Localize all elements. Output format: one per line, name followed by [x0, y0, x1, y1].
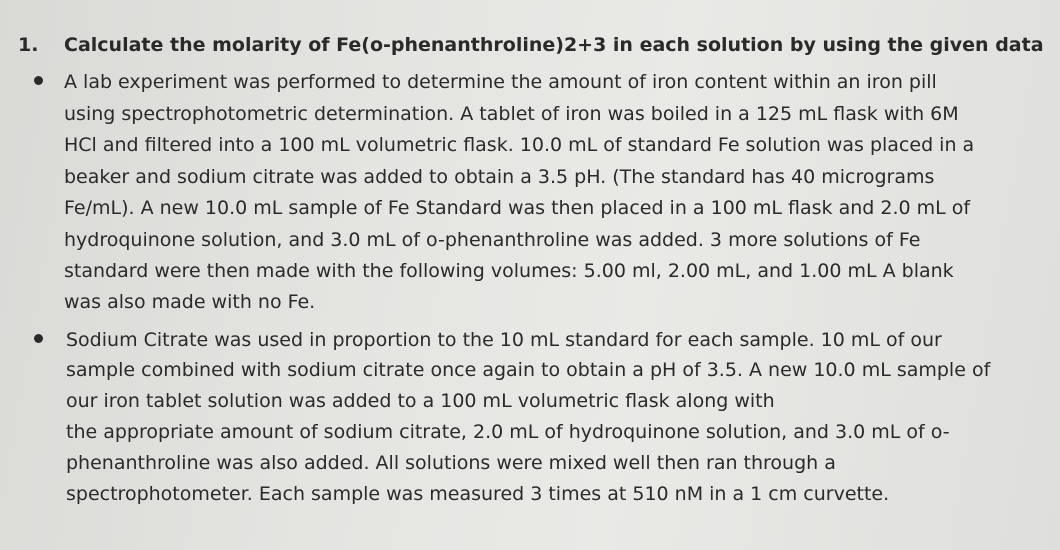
question-number: 1. [18, 34, 39, 56]
bullet-2-line-6: spectrophotometer. Each sample was measured 3 times at 510 nM in a 1 cm curvette. [66, 483, 890, 505]
bullet-marker-2 [34, 334, 43, 343]
bullet-1-line-2: using spectrophotometric determination. A tablet of iron was boiled in a 125 mL flask with 6M [64, 103, 959, 125]
bullet-1-line-4: beaker and sodium citrate was added to obtain a 3.5 pH. (The standard has 40 micrograms [64, 166, 935, 188]
bullet-1-line-8: was also made with no Fe. [64, 291, 316, 313]
bullet-2-line-1: Sodium Citrate was used in proportion to the 10 mL standard for each sample. 10 mL of our [66, 329, 942, 351]
bullet-1-line-3: HCl and filtered into a 100 mL volumetric flask. 10.0 mL of standard Fe solution was placed in a [64, 134, 975, 156]
bullet-marker-1 [34, 76, 43, 85]
bullet-2-line-5: phenanthroline was also added. All solutions were mixed well then ran through a [66, 452, 836, 474]
bullet-2-line-2: sample combined with sodium citrate once again to obtain a pH of 3.5. A new 10.0 mL sample of [66, 359, 991, 381]
bullet-2-line-3: our iron tablet solution was added to a 100 mL volumetric flask along with [66, 390, 775, 412]
bullet-1-line-6: hydroquinone solution, and 3.0 mL of o-phenanthroline was added. 3 more solutions of Fe [64, 229, 921, 251]
bullet-1-line-5: Fe/mL). A new 10.0 mL sample of Fe Standard was then placed in a 100 mL flask and 2.0 mL of [64, 197, 971, 219]
bullet-2-line-4: the appropriate amount of sodium citrate, 2.0 mL of hydroquinone solution, and 3.0 mL of o- [66, 421, 950, 443]
question-title: Calculate the molarity of Fe(o-phenanthroline)2+3 in each solution by using the given data [64, 34, 1044, 56]
bullet-1-line-1: A lab experiment was performed to determine the amount of iron content within an iron pill [64, 71, 937, 93]
bullet-1-line-7: standard were then made with the following volumes: 5.00 ml, 2.00 mL, and 1.00 mL A blank [64, 260, 954, 282]
